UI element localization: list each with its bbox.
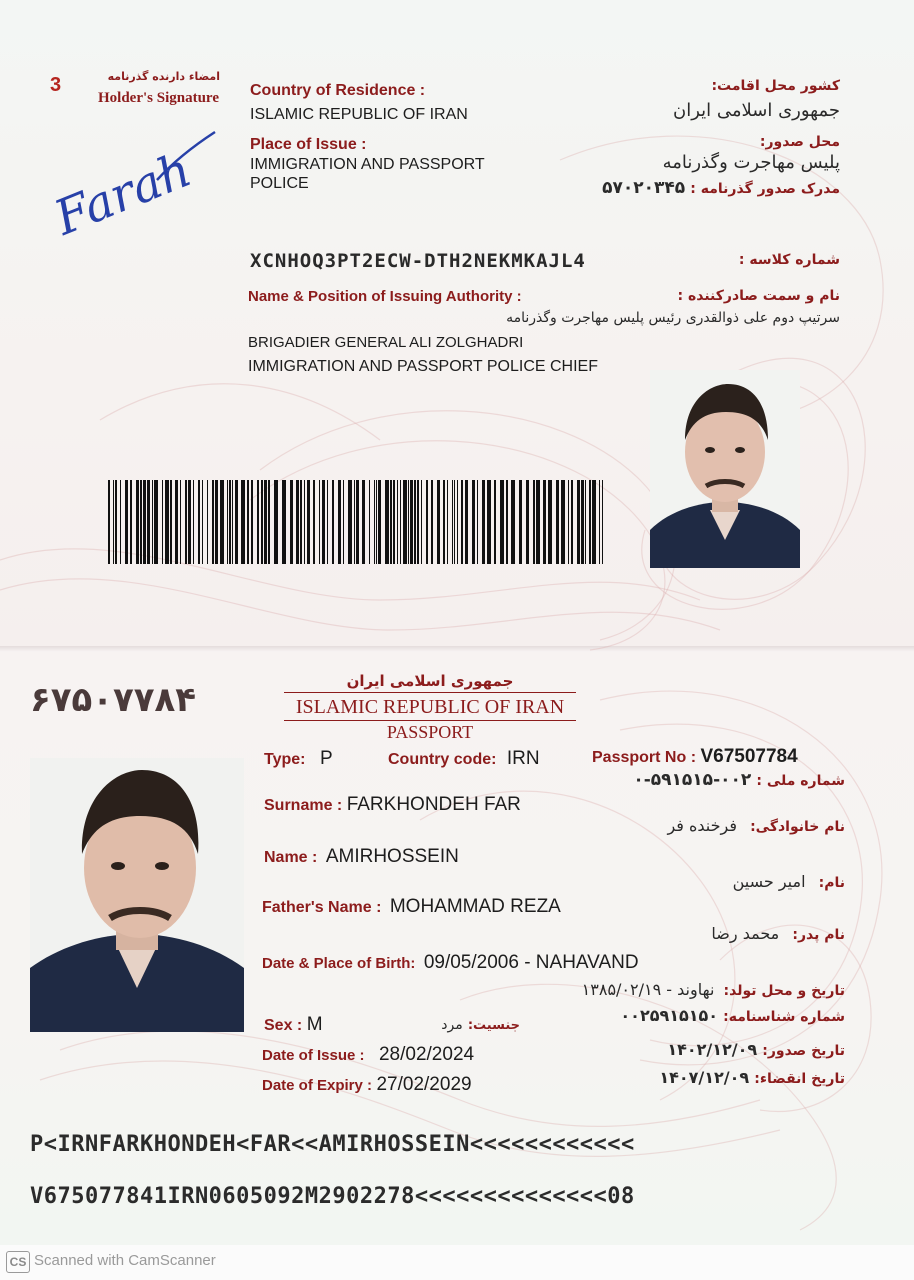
- header-rule-top: [284, 692, 576, 693]
- passport-serial-number: ۶۷۵۰۷۷۸۴: [30, 680, 197, 720]
- signature-label-fa: امضاء دارنده گذرنامه: [107, 70, 220, 83]
- expiry-date-row-fa: [560, 1068, 845, 1087]
- surname-value-fa: فرخنده فر: [667, 816, 737, 835]
- expiry-date-value-fa: ۱۴۰۷/۱۲/۰۹: [659, 1068, 750, 1087]
- father-name-row-fa: [560, 924, 845, 943]
- national-id-row: [560, 770, 845, 790]
- national-id-label-fa: شماره ملی :: [756, 773, 845, 789]
- place-of-issue-label: Place of Issue :: [250, 136, 367, 153]
- country-of-residence-label-fa: کشور محل اقامت:: [711, 78, 840, 94]
- birth-value: 09/05/2006 - NAHAVAND: [423, 952, 639, 973]
- sex-label-fa: جنسیت:: [467, 1018, 520, 1033]
- country-name-fa: جمهوری اسلامی ایران: [346, 672, 514, 690]
- father-name-value: MOHAMMAD REZA: [389, 896, 561, 917]
- birth-label-fa: تاریخ و محل تولد:: [723, 983, 845, 999]
- surname-label-fa: نام خانوادگی:: [750, 819, 845, 835]
- place-of-issue-label-fa: محل صدور:: [759, 134, 840, 150]
- expiry-date-label: Date of Expiry :: [262, 1077, 373, 1094]
- expiry-date-label-fa: تاریخ انقضاء:: [754, 1071, 845, 1087]
- country-of-residence-label: Country of Residence :: [250, 82, 426, 99]
- signature-label: Holder's Signature: [98, 90, 219, 106]
- mrz-line-2: V675077841IRN0605092M2902278<<<<<<<<<<<<<<08: [30, 1184, 635, 1209]
- surname-row: [264, 794, 521, 816]
- holder-portrait-main: [30, 758, 244, 1032]
- sex-value: M: [306, 1014, 323, 1035]
- issue-date-row: [262, 1044, 474, 1066]
- father-name-label: Father's Name :: [262, 899, 382, 916]
- page-number: 3: [50, 74, 62, 96]
- type-row: [264, 748, 333, 770]
- place-of-issue-value-line1: IMMIGRATION AND PASSPORT: [250, 156, 485, 173]
- holder-portrait-upper: [650, 370, 800, 568]
- place-of-issue-value-fa: پلیس مهاجرت وگذرنامه: [662, 152, 840, 173]
- issue-date-label: Date of Issue :: [262, 1047, 365, 1064]
- expiry-date-row: [262, 1074, 472, 1096]
- expiry-date-value: 27/02/2029: [376, 1074, 472, 1095]
- surname-value: FARKHONDEH FAR: [346, 794, 521, 815]
- national-id-value-fa: ۰۰۲-۵۹۱۵۱۵-۰: [633, 770, 752, 790]
- surname-row-fa: [560, 816, 845, 835]
- issue-date-row-fa: [560, 1040, 845, 1059]
- country-code-label: Country code:: [388, 751, 497, 768]
- name-label-fa: نام:: [818, 875, 845, 891]
- holder-signature: [45, 120, 220, 260]
- file-number-label-fa: شماره کلاسه :: [738, 252, 840, 268]
- type-value: P: [319, 748, 333, 769]
- father-name-label-fa: نام پدر:: [792, 927, 845, 943]
- svg-text:Farah: Farah: [47, 141, 199, 247]
- father-name-value-fa: محمد رضا: [711, 924, 780, 943]
- father-name-row: [262, 896, 561, 918]
- page-fold: [0, 646, 914, 652]
- passport-no-label: Passport No :: [592, 749, 697, 766]
- birth-row: [262, 952, 639, 974]
- portrait-image-main: [30, 758, 244, 1032]
- sex-label: Sex :: [264, 1017, 303, 1034]
- country-code-row: [388, 748, 540, 770]
- issue-document-label-fa: مدرک صدور گذرنامه :: [690, 181, 840, 197]
- issuing-authority-value-line2: IMMIGRATION AND PASSPORT POLICE CHIEF: [248, 358, 598, 375]
- id-card-row-fa: [560, 1006, 845, 1025]
- barcode: [108, 480, 608, 564]
- surname-label: Surname :: [264, 797, 343, 814]
- birth-row-fa: [500, 980, 845, 999]
- passport-no-value: V67507784: [700, 746, 798, 767]
- document-title: PASSPORT: [386, 722, 474, 742]
- issuing-authority-value-line1: BRIGADIER GENERAL ALI ZOLGHADRI: [248, 334, 524, 351]
- country-code-value: IRN: [506, 748, 540, 769]
- country-of-residence-value: ISLAMIC REPUBLIC OF IRAN: [250, 106, 468, 123]
- portrait-image: [650, 370, 800, 568]
- id-card-value-fa: ۰۰۲۵۹۱۵۱۵۰: [620, 1006, 719, 1025]
- issue-date-label-fa: تاریخ صدور:: [762, 1043, 845, 1059]
- mrz-line-1: P<IRNFARKHONDEH<FAR<<AMIRHOSSEIN<<<<<<<<<<<<: [30, 1132, 635, 1157]
- country-name-en: ISLAMIC REPUBLIC OF IRAN: [295, 696, 565, 718]
- issue-date-value-fa: ۱۴۰۲/۱۲/۰۹: [667, 1040, 758, 1059]
- file-number: XCNHOQ3PT2ECW-DTH2NEKMKAJL4: [250, 250, 586, 272]
- issuing-authority-value-fa: سرتیپ دوم علی ذوالقدری رئیس پلیس مهاجرت وگذرنامه: [506, 310, 840, 326]
- camscanner-logo: CS: [6, 1251, 30, 1273]
- sex-row-fa: [400, 1014, 520, 1033]
- issue-document-row: [560, 178, 840, 198]
- passport-no-row: [592, 746, 798, 768]
- birth-value-fa: نهاوند - ۱۳۸۵/۰۲/۱۹: [581, 980, 715, 999]
- name-row-fa: [560, 872, 845, 891]
- name-value-fa: امیر حسین: [732, 872, 806, 891]
- issuing-authority-label: Name & Position of Issuing Authority :: [248, 288, 522, 305]
- name-value: AMIRHOSSEIN: [325, 846, 459, 867]
- name-label: Name :: [264, 849, 318, 866]
- issue-document-value-fa: ۵۷۰۲۰۳۴۵: [602, 178, 686, 198]
- barcode-bars: [108, 480, 608, 564]
- scanner-watermark: Scanned with CamScanner: [34, 1252, 216, 1269]
- name-row: [264, 846, 459, 868]
- country-of-residence-value-fa: جمهوری اسلامی ایران: [673, 100, 840, 121]
- place-of-issue-value-line2: POLICE: [250, 175, 309, 192]
- issuing-authority-label-fa: نام و سمت صادرکننده :: [677, 288, 840, 304]
- birth-label: Date & Place of Birth:: [262, 955, 416, 972]
- issue-date-value: 28/02/2024: [378, 1044, 475, 1065]
- sex-value-fa: مرد: [441, 1017, 463, 1033]
- type-label: Type:: [264, 751, 306, 768]
- sex-row: [264, 1014, 323, 1036]
- id-card-label-fa: شماره شناسنامه:: [723, 1009, 845, 1025]
- header-rule-bottom: [284, 720, 576, 721]
